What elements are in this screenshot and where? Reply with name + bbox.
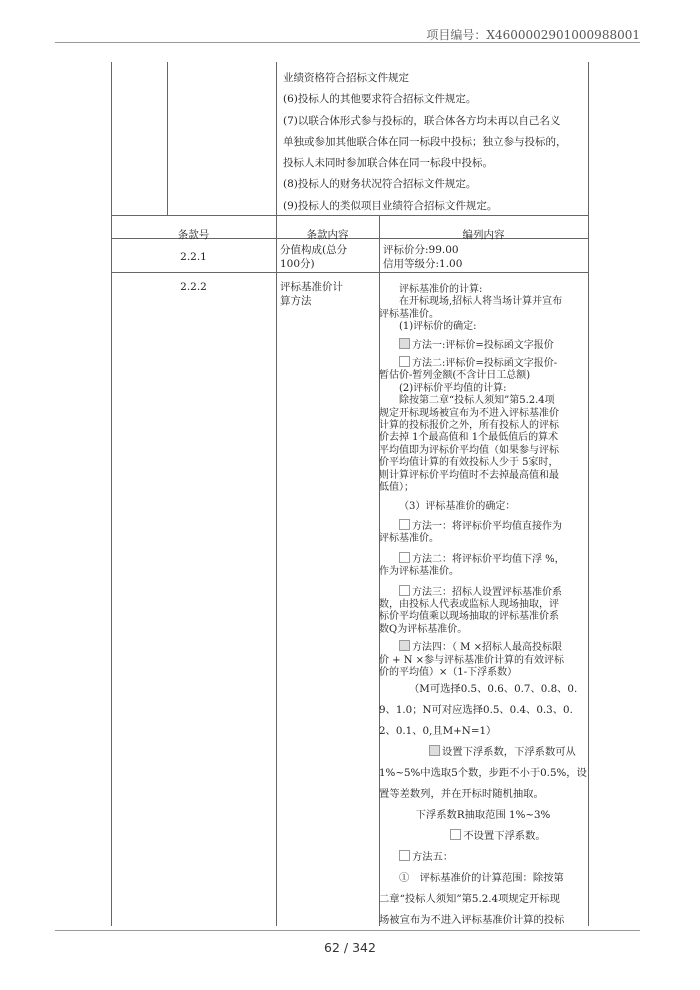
unchecked-checkbox-icon[interactable] (399, 585, 410, 596)
header-clause-content: 条款内容 (306, 229, 349, 241)
clause-title-line: 算方法 (280, 295, 312, 307)
content-line (379, 408, 587, 420)
content-text: 不设置下浮系数。 (463, 830, 546, 843)
requirement-line: (7)以联合体形式参与投标的，联合体各方均未再以自己名义 (283, 114, 561, 127)
content-text: 在开标现场,招标人将当场计算并宣布 (399, 296, 563, 308)
header-divider (55, 42, 640, 43)
checked-checkbox-icon[interactable] (399, 640, 410, 651)
content-text: 评标基准价的计算: (399, 284, 483, 295)
content-line (379, 700, 587, 721)
table-row-line (111, 272, 589, 273)
content-line (379, 370, 587, 382)
content-text: (2)评标价平均值的计算: (399, 382, 507, 394)
continued-requirements (283, 68, 583, 217)
content-line (379, 667, 587, 679)
content-text: 规定开标现场被宣布为不进入评标基准价 (379, 407, 559, 419)
content-text: 设置下浮系数，下浮系数可从 (442, 746, 576, 759)
content-text: (1)评标价的确定: (399, 321, 477, 333)
content-line (379, 742, 587, 763)
content-text: 评标基准价。 (379, 308, 439, 320)
content-line (379, 501, 587, 513)
requirement-line: 投标人未同时参加联合体在同一标段中投标。 (283, 157, 493, 170)
content-text: 方法一：将评标价平均值直接作为 (412, 520, 562, 532)
content-line (379, 284, 587, 296)
table-col-divider-1 (276, 62, 277, 926)
content-line (379, 640, 587, 654)
content-text: 价平均值计算的有效投标人少于 5家时， (379, 457, 559, 469)
content-line (379, 868, 587, 889)
content-text: 置等差数列，并在开标时随机抽取。 (379, 788, 544, 801)
table-inner-line (167, 62, 168, 215)
clause-title-line: 评标基准价计 (280, 281, 343, 293)
content-line (379, 321, 587, 333)
content-line (379, 356, 587, 370)
clause-title-line: 分值构成(总分 (280, 244, 348, 256)
content-text: 平均值即为评标价平均值（如果参与评标 (379, 444, 559, 456)
page-number: 62 / 342 (324, 940, 376, 955)
content-text: 方法二：将评标价平均值下浮 %， (412, 553, 565, 565)
content-text: ① 评标基准价的计算范围：除按第 (399, 872, 564, 885)
value-line: 评标价分:99.00 (383, 244, 459, 256)
requirement-line: 业绩资格符合招标文件规定 (283, 72, 409, 84)
content-line (379, 847, 587, 868)
content-text: 方法二:评标价=投标函文字报价- (412, 358, 558, 370)
content-line (379, 432, 587, 444)
content-line (379, 383, 587, 395)
unchecked-checkbox-icon[interactable] (399, 519, 410, 530)
header-compile-content: 编列内容 (462, 229, 505, 241)
clause-value-2-2-1 (383, 243, 583, 271)
requirement-line: (6)投标人的其他要求符合招标文件规定。 (283, 93, 477, 106)
clause-table (111, 62, 589, 926)
content-text: 作为评标基准价。 (379, 566, 459, 578)
content-line (379, 784, 587, 805)
content-text: 除按第二章“投标人须知”第5.2.4项 (399, 395, 555, 407)
content-line (379, 763, 587, 784)
requirement-line: (8)投标人的财务状况符合招标文件规定。 (283, 178, 477, 191)
content-line (379, 420, 587, 432)
content-text: 场被宣布为不进入评标基准价计算的投标 (379, 914, 565, 927)
header-clause-no: 条款号 (177, 229, 210, 241)
content-line (379, 721, 587, 742)
content-text: 下浮系数R抽取范围 1%~3% (415, 809, 551, 822)
content-text: 方法四：（ M ×招标人最高投标限 (412, 642, 562, 654)
content-line (379, 566, 587, 578)
content-text: 方法三：招标人设置评标基准价系 (412, 586, 562, 598)
content-line (379, 338, 587, 352)
content-text: （3）评标基准价的确定： (399, 500, 516, 512)
project-number: 项目编号：X4600002901000988001 (426, 28, 640, 42)
content-text: 暂估价-暂列金额(不含计日工总额) (379, 370, 531, 382)
requirement-line: 单独或参加其他联合体在同一标段中投标；独立参与投标的， (283, 135, 567, 148)
content-text: （M可选择0.5、0.6、0.7、0.8、0. (409, 683, 578, 696)
content-text: 数，由投标人代表或监标人现场抽取，评 (379, 598, 559, 610)
content-text: 方法一:评标价=投标函文字报价 (412, 339, 554, 351)
content-line (379, 470, 587, 482)
content-line (379, 599, 587, 611)
content-text: 标价平均值乘以现场抽取的评标基准价系 (379, 611, 559, 623)
content-line (379, 533, 587, 545)
clause-title-2-2-1 (276, 243, 383, 271)
content-line (379, 624, 587, 636)
content-line (379, 679, 587, 700)
content-text: 价 + N ×参与评标基准价计算的有效评标 (379, 654, 565, 666)
table-border-left (111, 62, 112, 926)
content-text: 1%~5%中选取5个数，步距不小于0.5%，设 (379, 767, 587, 780)
content-text: 低值）； (379, 482, 414, 494)
content-line (379, 552, 587, 566)
footer-divider (55, 930, 640, 931)
content-line (379, 519, 587, 533)
requirement-line: (9)投标人的类似项目业绩符合招标文件规定。 (283, 199, 498, 212)
content-text: 价的平均值）×（1-下浮系数） (379, 666, 518, 678)
unchecked-checkbox-icon[interactable] (399, 850, 410, 861)
content-text: 2、0.1、0,且M+N=1） (379, 725, 497, 738)
content-line (379, 805, 587, 826)
table-border-right (588, 62, 589, 926)
clause-no-2-2-2: 2.2.2 (180, 281, 207, 293)
content-line (379, 655, 587, 667)
content-line (379, 296, 587, 308)
content-text: 方法五： (412, 851, 454, 864)
content-line (379, 826, 587, 847)
content-text: 计算的投标报价之外，所有投标人的评标 (379, 420, 559, 432)
unchecked-checkbox-icon[interactable] (450, 829, 461, 840)
content-text: 数Q为评标基准价。 (379, 623, 468, 635)
clause-title-2-2-2 (276, 280, 383, 308)
content-text: 二章“投标人须知”第5.2.4项规定开标现 (379, 893, 560, 906)
content-line (379, 585, 587, 599)
content-text: 9、1.0；N可对应选择0.5、0.4、0.3、0. (379, 704, 573, 717)
content-text: 则计算评标价平均值时不去掉最高值和最 (379, 469, 559, 481)
unchecked-checkbox-icon[interactable] (399, 356, 410, 367)
content-text: 评标基准价。 (379, 533, 439, 545)
checked-checkbox-icon[interactable] (429, 745, 440, 756)
clause-no-2-2-1: 2.2.1 (180, 251, 207, 263)
checked-checkbox-icon[interactable] (399, 338, 410, 349)
benchmark-price-method (379, 284, 587, 931)
content-line (379, 309, 587, 321)
content-text: 价去掉 1个最高值和 1个最低值后的算术 (379, 432, 559, 444)
content-line (379, 611, 587, 623)
content-line (379, 457, 587, 469)
content-line (379, 395, 587, 407)
content-line (379, 910, 587, 931)
value-line: 信用等级分:1.00 (383, 258, 463, 270)
clause-title-line: 100分) (280, 258, 315, 270)
content-line (379, 482, 587, 494)
unchecked-checkbox-icon[interactable] (399, 552, 410, 563)
content-line (379, 889, 587, 910)
content-line (379, 445, 587, 457)
